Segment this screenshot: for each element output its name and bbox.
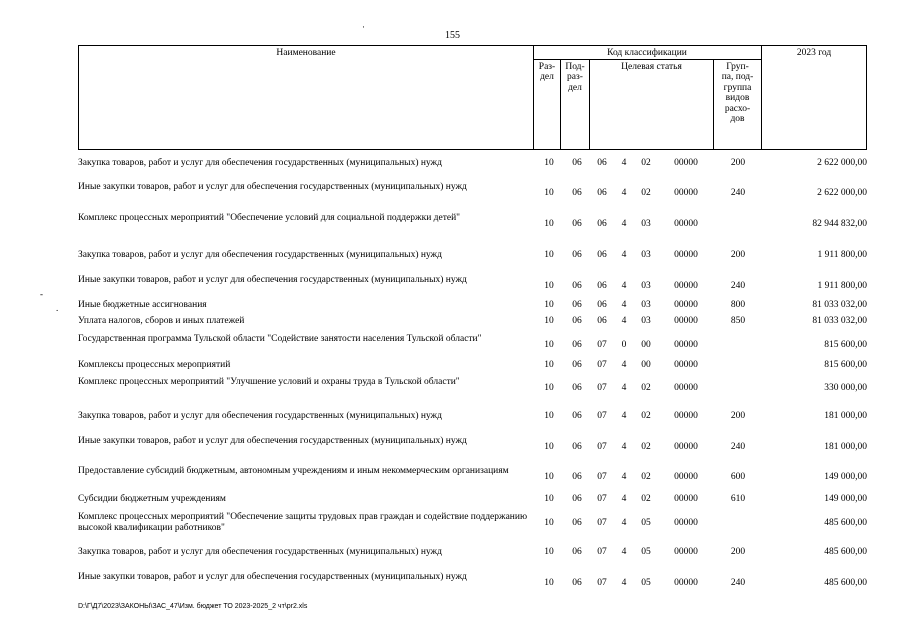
file-path: D:\Г\Д7\2023\ЗАКОНЫ\ЗАС_47\Изм. бюджет ТО 2023-2025_2 чт\pr2.xls [78, 603, 308, 610]
row-name: Государственная программа Тульской области "Содействие занятости населения Тульской области" [78, 334, 482, 344]
header-tselevaya: Целевая статья [621, 62, 682, 72]
row-code-c3: 03 [641, 316, 651, 326]
row-code-c1: 06 [597, 158, 607, 168]
row-code-v: 200 [730, 250, 746, 260]
row-code-c3: 02 [641, 494, 651, 504]
table-row [78, 213, 867, 237]
row-code-r: 10 [544, 316, 554, 326]
row-code-r: 10 [544, 472, 554, 482]
row-code-c2: 4 [621, 547, 627, 557]
row-code-c1: 07 [597, 383, 607, 393]
header-name: Наименование [276, 48, 336, 58]
row-code-c2: 4 [621, 158, 627, 168]
row-code-pr: 06 [572, 360, 582, 370]
row-code-c2: 4 [621, 578, 627, 588]
row-code-v: 200 [730, 547, 746, 557]
row-code-pr: 06 [572, 316, 582, 326]
row-amount: 485 600,00 [824, 518, 867, 528]
row-code-c2: 4 [621, 300, 627, 310]
header-razdel: Раз- дел [538, 62, 556, 83]
row-code-r: 10 [544, 383, 554, 393]
row-code-c2: 4 [621, 281, 627, 291]
row-code-v: 240 [730, 578, 746, 588]
row-code-pr: 06 [572, 340, 582, 350]
header-code: Код классификации [607, 48, 687, 58]
row-amount: 181 000,00 [824, 442, 867, 452]
row-code-c4: 00000 [674, 411, 698, 421]
row-code-r: 10 [544, 578, 554, 588]
table-row [78, 411, 867, 423]
row-code-pr: 06 [572, 547, 582, 557]
row-code-r: 10 [544, 250, 554, 260]
row-code-r: 10 [544, 494, 554, 504]
row-amount: 815 600,00 [824, 360, 867, 370]
row-code-c1: 07 [597, 578, 607, 588]
row-code-c1: 06 [597, 281, 607, 291]
row-name: Уплата налогов, сборов и иных платежей [78, 316, 245, 326]
row-code-c4: 00000 [674, 518, 698, 528]
row-code-c2: 4 [621, 472, 627, 482]
row-code-v: 200 [730, 411, 746, 421]
header-podrazdel: Под- раз- дел [565, 62, 585, 93]
row-code-pr: 06 [572, 281, 582, 291]
table-row [78, 512, 867, 536]
table-row [78, 360, 867, 372]
row-code-c4: 00000 [674, 340, 698, 350]
row-code-c2: 4 [621, 494, 627, 504]
row-code-r: 10 [544, 547, 554, 557]
row-code-v: 800 [730, 300, 746, 310]
row-code-c2: 4 [621, 219, 627, 229]
row-code-r: 10 [544, 360, 554, 370]
row-code-c3: 03 [641, 281, 651, 291]
row-amount: 181 000,00 [824, 411, 867, 421]
row-code-v: 850 [730, 316, 746, 326]
row-code-c2: 4 [621, 250, 627, 260]
row-code-r: 10 [544, 219, 554, 229]
row-name: Иные закупки товаров, работ и услуг для обеспечения государственных (муниципальных) нужд [78, 182, 467, 192]
row-code-pr: 06 [572, 494, 582, 504]
row-code-c4: 00000 [674, 360, 698, 370]
row-code-c3: 02 [641, 411, 651, 421]
row-code-pr: 06 [572, 442, 582, 452]
row-code-c1: 07 [597, 472, 607, 482]
table-row [78, 158, 867, 170]
row-code-c4: 00000 [674, 316, 698, 326]
row-code-c4: 00000 [674, 250, 698, 260]
row-code-c3: 03 [641, 250, 651, 260]
row-amount: 82 944 832,00 [812, 219, 867, 229]
row-code-c4: 00000 [674, 442, 698, 452]
row-code-c3: 02 [641, 442, 651, 452]
row-code-c1: 07 [597, 547, 607, 557]
row-code-c4: 00000 [674, 300, 698, 310]
row-code-c4: 00000 [674, 472, 698, 482]
row-amount: 149 000,00 [824, 472, 867, 482]
page-number: 155 [445, 30, 460, 41]
row-code-pr: 06 [572, 518, 582, 528]
row-name: Предоставление субсидий бюджетным, автономным учреждениям и иным некоммерческим организациям [78, 466, 509, 476]
row-code-r: 10 [544, 158, 554, 168]
table-row [78, 300, 867, 312]
row-name: Закупка товаров, работ и услуг для обеспечения государственных (муниципальных) нужд [78, 411, 442, 421]
row-code-c3: 05 [641, 578, 651, 588]
row-amount: 1 911 800,00 [817, 281, 867, 291]
row-name: Закупка товаров, работ и услуг для обеспечения государственных (муниципальных) нужд [78, 158, 442, 168]
row-code-c2: 0 [621, 340, 627, 350]
row-amount: 81 033 032,00 [812, 316, 867, 326]
row-code-c1: 07 [597, 411, 607, 421]
row-code-r: 10 [544, 300, 554, 310]
row-code-r: 10 [544, 518, 554, 528]
row-amount: 485 600,00 [824, 547, 867, 557]
row-code-c4: 00000 [674, 547, 698, 557]
row-code-r: 10 [544, 442, 554, 452]
table-row [78, 334, 867, 358]
row-code-v: 240 [730, 281, 746, 291]
row-code-c3: 03 [641, 219, 651, 229]
row-code-c4: 00000 [674, 219, 698, 229]
row-code-r: 10 [544, 411, 554, 421]
row-code-pr: 06 [572, 158, 582, 168]
row-code-c1: 06 [597, 250, 607, 260]
row-code-c1: 07 [597, 518, 607, 528]
row-code-v: 240 [730, 188, 746, 198]
row-name: Комплекс процессных мероприятий "Обеспечение условий для социальной поддержки детей" [78, 213, 461, 223]
header-gruppa: Груп- па, под- группа видов расхо- дов [721, 62, 754, 125]
row-name: Комплексы процессных мероприятий [78, 360, 231, 370]
scan-mark: · [362, 22, 365, 32]
table-row [78, 494, 867, 506]
row-code-pr: 06 [572, 411, 582, 421]
row-amount: 149 000,00 [824, 494, 867, 504]
table-row [78, 377, 867, 401]
table-row [78, 275, 867, 299]
row-code-c3: 03 [641, 300, 651, 310]
row-code-c1: 07 [597, 494, 607, 504]
row-code-pr: 06 [572, 188, 582, 198]
row-code-pr: 06 [572, 219, 582, 229]
row-code-r: 10 [544, 281, 554, 291]
header-year: 2023 год [796, 48, 832, 58]
row-code-r: 10 [544, 188, 554, 198]
row-code-c1: 06 [597, 316, 607, 326]
row-name: Закупка товаров, работ и услуг для обеспечения государственных (муниципальных) нужд [78, 547, 442, 557]
row-code-c4: 00000 [674, 494, 698, 504]
row-code-c1: 07 [597, 442, 607, 452]
row-code-c1: 06 [597, 219, 607, 229]
row-code-c4: 00000 [674, 383, 698, 393]
scan-mark: . [56, 303, 59, 313]
row-code-pr: 06 [572, 578, 582, 588]
row-code-pr: 06 [572, 383, 582, 393]
row-code-c3: 02 [641, 188, 651, 198]
table-row [78, 182, 867, 206]
row-name: Иные бюджетные ассигнования [78, 300, 207, 310]
row-name: Комплекс процессных мероприятий "Улучшение условий и охраны труда в Тульской области" [78, 377, 460, 387]
table-row [78, 572, 867, 596]
row-name: Иные закупки товаров, работ и услуг для обеспечения государственных (муниципальных) нужд [78, 275, 467, 285]
row-amount: 2 622 000,00 [817, 158, 867, 168]
table-row [78, 547, 867, 559]
row-code-v: 240 [730, 442, 746, 452]
row-code-c2: 4 [621, 360, 627, 370]
row-amount: 815 600,00 [824, 340, 867, 350]
row-name: Комплекс процессных мероприятий "Обеспечение защиты трудовых прав граждан и содействие поддержанию высокой квалификации работников" [78, 512, 528, 533]
row-code-c3: 05 [641, 518, 651, 528]
row-code-c2: 4 [621, 411, 627, 421]
row-code-c4: 00000 [674, 158, 698, 168]
row-amount: 485 600,00 [824, 578, 867, 588]
row-code-c3: 02 [641, 472, 651, 482]
table-row [78, 316, 867, 328]
row-code-c1: 07 [597, 360, 607, 370]
row-code-v: 610 [730, 494, 746, 504]
row-name: Иные закупки товаров, работ и услуг для обеспечения государственных (муниципальных) нужд [78, 572, 467, 582]
row-amount: 81 033 032,00 [812, 300, 867, 310]
row-code-c1: 07 [597, 340, 607, 350]
row-code-c4: 00000 [674, 188, 698, 198]
row-name: Закупка товаров, работ и услуг для обеспечения государственных (муниципальных) нужд [78, 250, 442, 260]
row-code-c3: 02 [641, 158, 651, 168]
row-amount: 1 911 800,00 [817, 250, 867, 260]
row-name: Субсидии бюджетным учреждениям [78, 494, 226, 504]
row-amount: 2 622 000,00 [817, 188, 867, 198]
row-code-c2: 4 [621, 442, 627, 452]
row-code-c3: 00 [641, 360, 651, 370]
row-code-v: 600 [730, 472, 746, 482]
row-code-c3: 00 [641, 340, 651, 350]
table-row [78, 436, 867, 460]
row-code-c3: 02 [641, 383, 651, 393]
row-code-pr: 06 [572, 250, 582, 260]
table-row [78, 466, 867, 490]
row-code-c4: 00000 [674, 281, 698, 291]
row-code-c2: 4 [621, 383, 627, 393]
row-amount: 330 000,00 [824, 383, 867, 393]
row-code-r: 10 [544, 340, 554, 350]
row-code-pr: 06 [572, 472, 582, 482]
table-header [78, 45, 867, 150]
row-code-c2: 4 [621, 316, 627, 326]
table-row [78, 250, 867, 262]
row-code-c4: 00000 [674, 578, 698, 588]
scan-mark: - [40, 289, 43, 299]
row-code-c2: 4 [621, 518, 627, 528]
row-code-c2: 4 [621, 188, 627, 198]
row-code-c1: 06 [597, 300, 607, 310]
row-code-c1: 06 [597, 188, 607, 198]
row-code-c3: 05 [641, 547, 651, 557]
row-code-pr: 06 [572, 300, 582, 310]
row-name: Иные закупки товаров, работ и услуг для обеспечения государственных (муниципальных) нужд [78, 436, 467, 446]
row-code-v: 200 [730, 158, 746, 168]
